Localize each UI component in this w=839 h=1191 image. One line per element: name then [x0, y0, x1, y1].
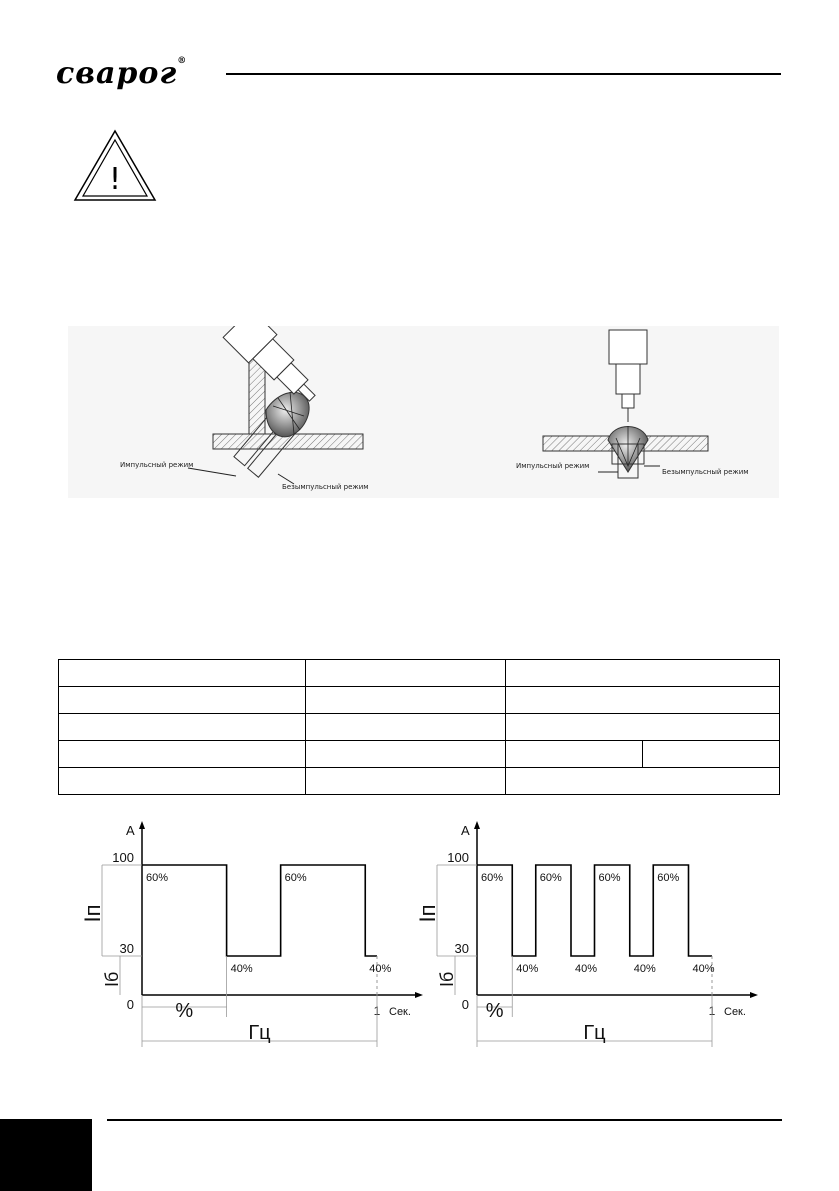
high-duty-label: 60%	[539, 872, 562, 884]
peak-current-label: Iп	[415, 904, 440, 923]
table-cell	[306, 714, 506, 741]
y-tick-label: 100	[112, 850, 134, 865]
y-tick-label: 0	[461, 997, 469, 1012]
parameters-table	[58, 659, 780, 795]
low-duty-label: 40%	[369, 963, 392, 975]
high-duty-label: 60%	[146, 872, 169, 884]
brand-logo	[56, 56, 187, 91]
y-axis-arrow	[139, 821, 145, 829]
x-tick-label: 1	[373, 1004, 381, 1018]
pulse-chart-high-frequency	[415, 815, 765, 1075]
frequency-label: Гц	[248, 1022, 271, 1044]
table-cell	[59, 768, 306, 795]
frequency-label: Гц	[583, 1022, 606, 1044]
high-duty-label: 60%	[481, 872, 504, 884]
table-cell	[506, 741, 643, 768]
pulse-chart-low-frequency	[80, 815, 430, 1075]
base-current-label: Iб	[102, 971, 122, 987]
table-row	[59, 714, 780, 741]
registered-mark: ®	[177, 56, 188, 66]
table-cell	[306, 768, 506, 795]
y-axis-label: А	[461, 823, 470, 838]
high-duty-label: 60%	[598, 872, 621, 884]
warning-symbol: !	[108, 162, 122, 197]
y-tick-label: 100	[447, 850, 469, 865]
table-cell	[306, 660, 506, 687]
y-tick-label: 0	[126, 997, 134, 1012]
left-pulse-label: Импульсный режим	[120, 461, 194, 469]
table-cell	[306, 741, 506, 768]
warning-triangle-icon	[72, 128, 158, 204]
footer-rule	[107, 1119, 782, 1121]
low-duty-label: 40%	[633, 963, 656, 975]
welding-diagrams	[68, 326, 779, 498]
y-tick-label: 30	[454, 941, 469, 956]
left-nonpulse-label: Безымпульсный режим	[282, 483, 369, 491]
y-axis-label: А	[126, 823, 135, 838]
high-duty-label: 60%	[284, 872, 307, 884]
low-duty-label: 40%	[516, 963, 539, 975]
table-cell	[59, 660, 306, 687]
table-cell	[643, 741, 780, 768]
x-axis-label: Сек.	[724, 1006, 746, 1018]
table-cell	[59, 687, 306, 714]
table-row	[59, 768, 780, 795]
y-tick-label: 30	[119, 941, 134, 956]
peak-current-label: Iп	[80, 904, 105, 923]
table-row	[59, 687, 780, 714]
header-rule	[226, 73, 781, 75]
table-cell	[506, 714, 780, 741]
base-current-label: Iб	[437, 971, 457, 987]
pulse-waveform	[142, 865, 377, 956]
butt-joint-figure	[516, 330, 749, 478]
y-axis-arrow	[474, 821, 480, 829]
low-duty-label: 40%	[230, 963, 253, 975]
duty-label: %	[175, 1000, 194, 1022]
table-cell	[506, 660, 780, 687]
right-pulse-label: Импульсный режим	[516, 462, 590, 470]
low-duty-label: 40%	[692, 963, 715, 975]
brand-logo-text: сварог	[56, 56, 178, 91]
x-axis-arrow	[750, 992, 758, 998]
table-cell	[306, 687, 506, 714]
x-tick-label: 1	[708, 1004, 716, 1018]
x-axis-label: Сек.	[389, 1006, 411, 1018]
table-row	[59, 660, 780, 687]
table-cell	[506, 687, 780, 714]
table-cell	[59, 714, 306, 741]
page-tab	[0, 1119, 92, 1191]
table-row	[59, 741, 780, 768]
table-cell	[59, 741, 306, 768]
right-nonpulse-label: Безымпульсный режим	[662, 468, 749, 476]
duty-label: %	[485, 1000, 504, 1022]
low-duty-label: 40%	[575, 963, 598, 975]
high-duty-label: 60%	[657, 872, 680, 884]
table-cell	[506, 768, 780, 795]
fillet-joint-figure	[120, 326, 369, 491]
